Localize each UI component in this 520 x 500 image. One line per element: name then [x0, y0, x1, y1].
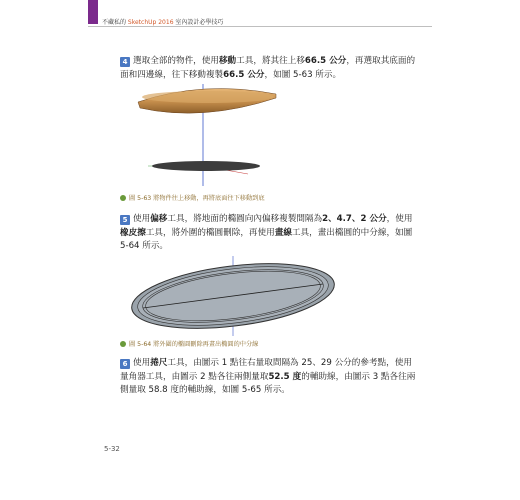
- step-5-text: 工具，將外圍的橢圓刪除，再使用: [145, 227, 275, 238]
- header-suffix: 室內設計必學技巧: [173, 19, 224, 26]
- header-rule: [88, 26, 432, 27]
- figure-5-64-image: [118, 256, 348, 336]
- figure-5-63-caption: [120, 193, 265, 202]
- running-header: [102, 17, 223, 26]
- step-4-text: 選取全部的物件，使用: [133, 56, 219, 66]
- step-5-paragraph: [120, 213, 420, 254]
- caption-bullet-icon: [120, 195, 126, 201]
- step-4-bold: 66.5 公分: [304, 56, 347, 66]
- step-4-paragraph: [120, 55, 420, 82]
- step-5-bold: 偏移: [150, 214, 168, 224]
- step-5-bold: 橡皮擦: [120, 227, 146, 238]
- caption-text: 圖 5-64 將外圍的橢圓刪除再畫出橢圓的中分線: [129, 341, 259, 348]
- dark-ellipse-bottom: [152, 161, 260, 171]
- header-prefix: 不藏私的: [102, 19, 128, 26]
- step-6-bold: 捲尺: [150, 358, 168, 368]
- step-6-paragraph: [120, 357, 420, 398]
- step-5-bold: 畫線: [274, 227, 292, 238]
- step-5-text: ，使用: [386, 214, 413, 224]
- header-brand: SketchUp 2016: [127, 19, 174, 26]
- wooden-top-face: [142, 91, 274, 103]
- step-6-bold: 52.5 度: [268, 371, 302, 382]
- step-6-text: 使用: [133, 358, 151, 368]
- step-4-badge: 4: [120, 57, 130, 67]
- step-6-text: 工具，由圖示 1 點往右量取間隔為 25、29 公分的參考點，使用量角器工具，由圖示 2 點各往兩側量取: [120, 358, 412, 382]
- step-5-text: 工具，畫出橢圓的中分線，如圖 5-64 所示。: [120, 227, 413, 251]
- page-number: 5-32: [104, 445, 120, 453]
- caption-bullet-icon: [120, 341, 126, 347]
- step-5-badge: 5: [120, 215, 130, 225]
- figure-5-63-image: [118, 82, 288, 186]
- figure-5-64-caption: [120, 339, 258, 348]
- step-4-text: 工具，將其往上移: [236, 56, 305, 66]
- step-5-text: 使用: [133, 214, 151, 224]
- step-4-text: ，如圖 5-63 所示。: [264, 69, 342, 80]
- step-4-bold: 66.5 公分: [223, 69, 265, 80]
- step-6-badge: 6: [120, 359, 130, 369]
- step-4-bold: 移動: [218, 56, 237, 66]
- step-4-text: ，再選取其底面的面和四邊線，往下移動複製: [120, 56, 416, 80]
- step-5-bold: 2、4.7、2 公分: [322, 214, 387, 224]
- caption-text: 圖 5-63 將物件往上移動，再將底面往下移動到底: [129, 195, 265, 202]
- step-5-text: 工具，將地面的橢圓向內偏移複製間隔為: [167, 214, 323, 224]
- step-6-text: 的輔助線，由圖示 3 點各往兩側量取 58.8 度的輔助線，如圖 5-65 所示。: [120, 371, 416, 395]
- chapter-tab-marker: [88, 0, 98, 24]
